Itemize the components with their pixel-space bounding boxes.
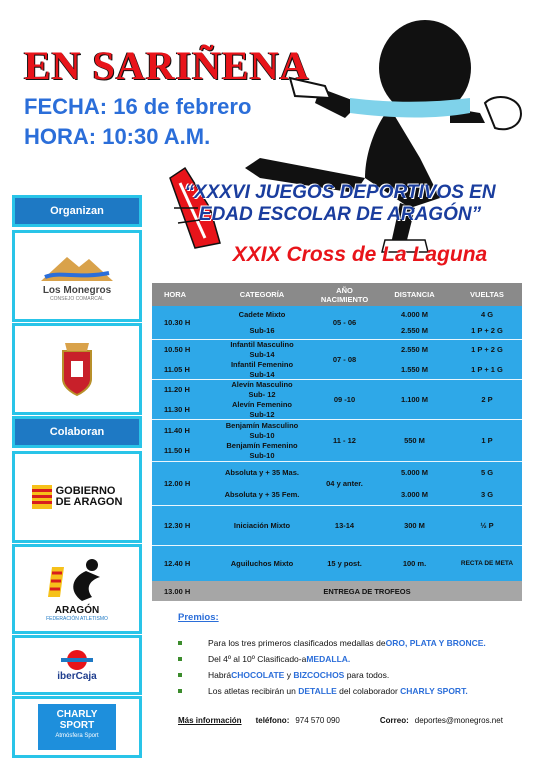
premio-item	[178, 638, 486, 648]
charly-line1: CHARLY	[56, 709, 98, 720]
organizan-header: Organizan	[12, 195, 142, 227]
cell-cat: Infantil Masculino	[230, 340, 294, 350]
cell-cat: Absoluta y + 35 Fem.	[224, 489, 300, 499]
cell-cat: Sub- 12	[248, 390, 276, 400]
col-anio	[312, 283, 377, 306]
cell-laps: 1 P	[481, 436, 493, 445]
cell-cat: Benjamín Masculino	[225, 420, 299, 430]
cell-cat: Cadete Mixto	[238, 309, 286, 319]
mountain-icon	[39, 251, 115, 285]
charly-sport-logo	[12, 696, 142, 758]
cell-laps: 4 G	[480, 309, 494, 319]
cell-dist: 300 M	[404, 521, 425, 530]
col-distancia: DISTANCIA	[394, 290, 435, 299]
cell-hora: 11.30 H	[164, 404, 190, 414]
cell-hora: 12.30 H	[164, 521, 191, 530]
bullet-icon	[178, 673, 182, 677]
event-subtitle: XXIX Cross de La Laguna	[232, 243, 488, 266]
premio-item	[178, 670, 389, 680]
monegros-name: Los Monegros	[42, 284, 112, 296]
premio-highlight: CHARLY SPORT.	[400, 686, 468, 696]
flag-icon	[32, 485, 52, 509]
cell-laps: 1 P + 1 G	[471, 364, 503, 374]
table-row	[152, 419, 522, 461]
monegros-sub: CONSEJO COMARCAL	[50, 295, 104, 302]
cell-laps: RECTA DE META	[460, 560, 514, 567]
cell-laps: 5 G	[480, 468, 494, 478]
cell-cat: Benjamín Femenino	[226, 441, 298, 451]
cell-cat: Absoluta y + 35 Mas.	[225, 468, 299, 478]
cell-cat: Iniciación Mixto	[233, 521, 291, 530]
event-title-line1: “XXXVI JUEGOS DEPORTIVOS EN	[184, 182, 496, 203]
page-title: EN SARIÑENA	[24, 43, 310, 88]
colaboran-header: Colaboran	[12, 416, 142, 448]
premio-text: Habrá	[208, 670, 232, 680]
table-row	[152, 581, 522, 601]
cell-hora: 10.30 H	[164, 318, 191, 327]
mas-info-label: Más información	[178, 716, 242, 725]
sarinena-crest	[12, 323, 142, 415]
bullet-icon	[178, 689, 182, 693]
charly-line3: Atmósfera Sport	[55, 733, 99, 739]
cell-dist: 100 m.	[402, 559, 427, 568]
cell-year: 07 - 08	[332, 355, 357, 364]
cell-laps: 1 P + 2 G	[471, 326, 503, 336]
premio-highlight: MEDALLA.	[306, 654, 351, 664]
telefono-label: teléfono:	[255, 716, 290, 725]
col-vueltas: VUELTAS	[470, 290, 504, 299]
shield-icon	[57, 341, 97, 397]
cell-dist: 1.550 M	[400, 364, 429, 374]
premio-highlight: ORO, PLATA Y BRONCE.	[385, 638, 486, 648]
cell-cat: Sub-14	[249, 369, 275, 379]
col-hora: HORA	[164, 290, 187, 299]
ibercaja-logo	[12, 635, 142, 695]
cell-trofeos: ENTREGA DE TROFEOS	[323, 586, 411, 596]
event-date: FECHA: 16 de febrero	[24, 94, 252, 119]
col-categoria: CATEGORÍA	[239, 290, 285, 299]
aragon-name: ARAGÓN	[54, 604, 100, 616]
gobierno-line2: DE ARAGON	[55, 496, 123, 508]
cell-dist: 2.550 M	[400, 326, 429, 336]
premio-text: y	[284, 670, 294, 680]
cell-year: 11 - 12	[333, 436, 356, 445]
federacion-atletismo-logo	[12, 544, 142, 634]
cell-hora: 13.00 H	[164, 586, 191, 596]
cell-hora: 10.50 H	[164, 345, 191, 355]
cell-cat: Sub-14	[249, 350, 275, 360]
cell-cat: Alevín Masculino	[231, 380, 293, 390]
cell-dist: 550 M	[404, 436, 425, 445]
premio-highlight: BIZCOCHOS	[293, 670, 345, 680]
cell-laps: 2 P	[481, 395, 493, 404]
cell-hora: 11.40 H	[164, 425, 190, 435]
gobierno-aragon-logo	[12, 451, 142, 543]
cell-laps: 1 P + 2 G	[471, 345, 503, 355]
premios-title: Premios:	[178, 612, 219, 623]
gobierno-line1: GOBIERNO	[55, 485, 116, 497]
cell-dist: 5.000 M	[400, 468, 429, 478]
table-row	[152, 379, 522, 419]
bullet-icon	[178, 641, 182, 645]
col-anio-2: NACIMIENTO	[320, 294, 369, 304]
cell-hora: 12.40 H	[164, 559, 191, 568]
ibercaja-name: iberCaja	[57, 670, 97, 682]
cell-laps: 3 G	[480, 489, 494, 499]
cell-year: 13-14	[334, 521, 355, 530]
cell-hora: 11.05 H	[164, 364, 190, 374]
monegros-logo	[12, 230, 142, 322]
cell-cat: Sub-10	[249, 430, 275, 440]
cell-year: 05 - 06	[332, 318, 357, 327]
table-row	[152, 505, 522, 545]
table-row	[152, 545, 522, 581]
cell-cat: Alevín Femenino	[231, 399, 292, 409]
cell-dist: 3.000 M	[400, 489, 429, 499]
cell-year: 15 y post.	[327, 559, 362, 568]
correo-value[interactable]: deportes@monegros.net	[414, 716, 503, 725]
ibercaja-icon	[59, 649, 95, 671]
premio-item	[178, 686, 468, 696]
premio-text: para todos.	[344, 670, 390, 680]
col-anio-1: AÑO	[336, 285, 353, 295]
table-row	[152, 461, 522, 505]
cell-cat: Sub-10	[249, 451, 275, 461]
table-row	[152, 306, 522, 339]
premio-text: Los atletas recibirán un	[208, 686, 299, 696]
bullet-icon	[178, 657, 182, 661]
cell-laps: ½ P	[480, 521, 494, 530]
cell-hora: 11.20 H	[164, 385, 190, 395]
telefono-value: 974 570 090	[295, 716, 340, 725]
premio-highlight: CHOCOLATE	[231, 670, 285, 680]
aragon-sub: FEDERACIÓN ATLETISMO	[46, 615, 108, 622]
premio-text: del colaborador	[336, 686, 401, 696]
premio-highlight: DETALLE	[298, 686, 337, 696]
table-header	[152, 283, 522, 306]
event-title-line2: EDAD ESCOLAR DE ARAGÓN”	[198, 204, 482, 225]
cell-dist: 4.000 M	[400, 309, 429, 319]
cell-year: 09 -10	[333, 395, 356, 404]
cell-cat: Infantil Femenino	[230, 359, 294, 369]
contact-line	[178, 716, 523, 725]
premio-text: Del 4º al 10º Clasificado-a	[208, 654, 307, 664]
cell-cat: Sub-16	[249, 326, 275, 336]
cell-dist: 1.100 M	[400, 395, 429, 404]
cell-hora: 12.00 H	[164, 479, 191, 488]
event-time: HORA: 10:30 A.M.	[24, 124, 211, 149]
correo-label: Correo:	[379, 716, 409, 725]
athlete-icon	[42, 557, 112, 605]
cell-hora: 11.50 H	[164, 446, 190, 456]
premio-text: Para los tres primeros clasificados medallas de	[208, 638, 386, 648]
cell-dist: 2.550 M	[400, 345, 429, 355]
cell-cat: Aguiluchos Mixto	[230, 559, 294, 568]
charly-line2: SPORT	[59, 720, 95, 731]
cell-cat: Sub-12	[249, 409, 275, 419]
table-row	[152, 339, 522, 379]
cell-year: 04 y anter.	[326, 479, 363, 488]
premio-item	[178, 654, 350, 664]
